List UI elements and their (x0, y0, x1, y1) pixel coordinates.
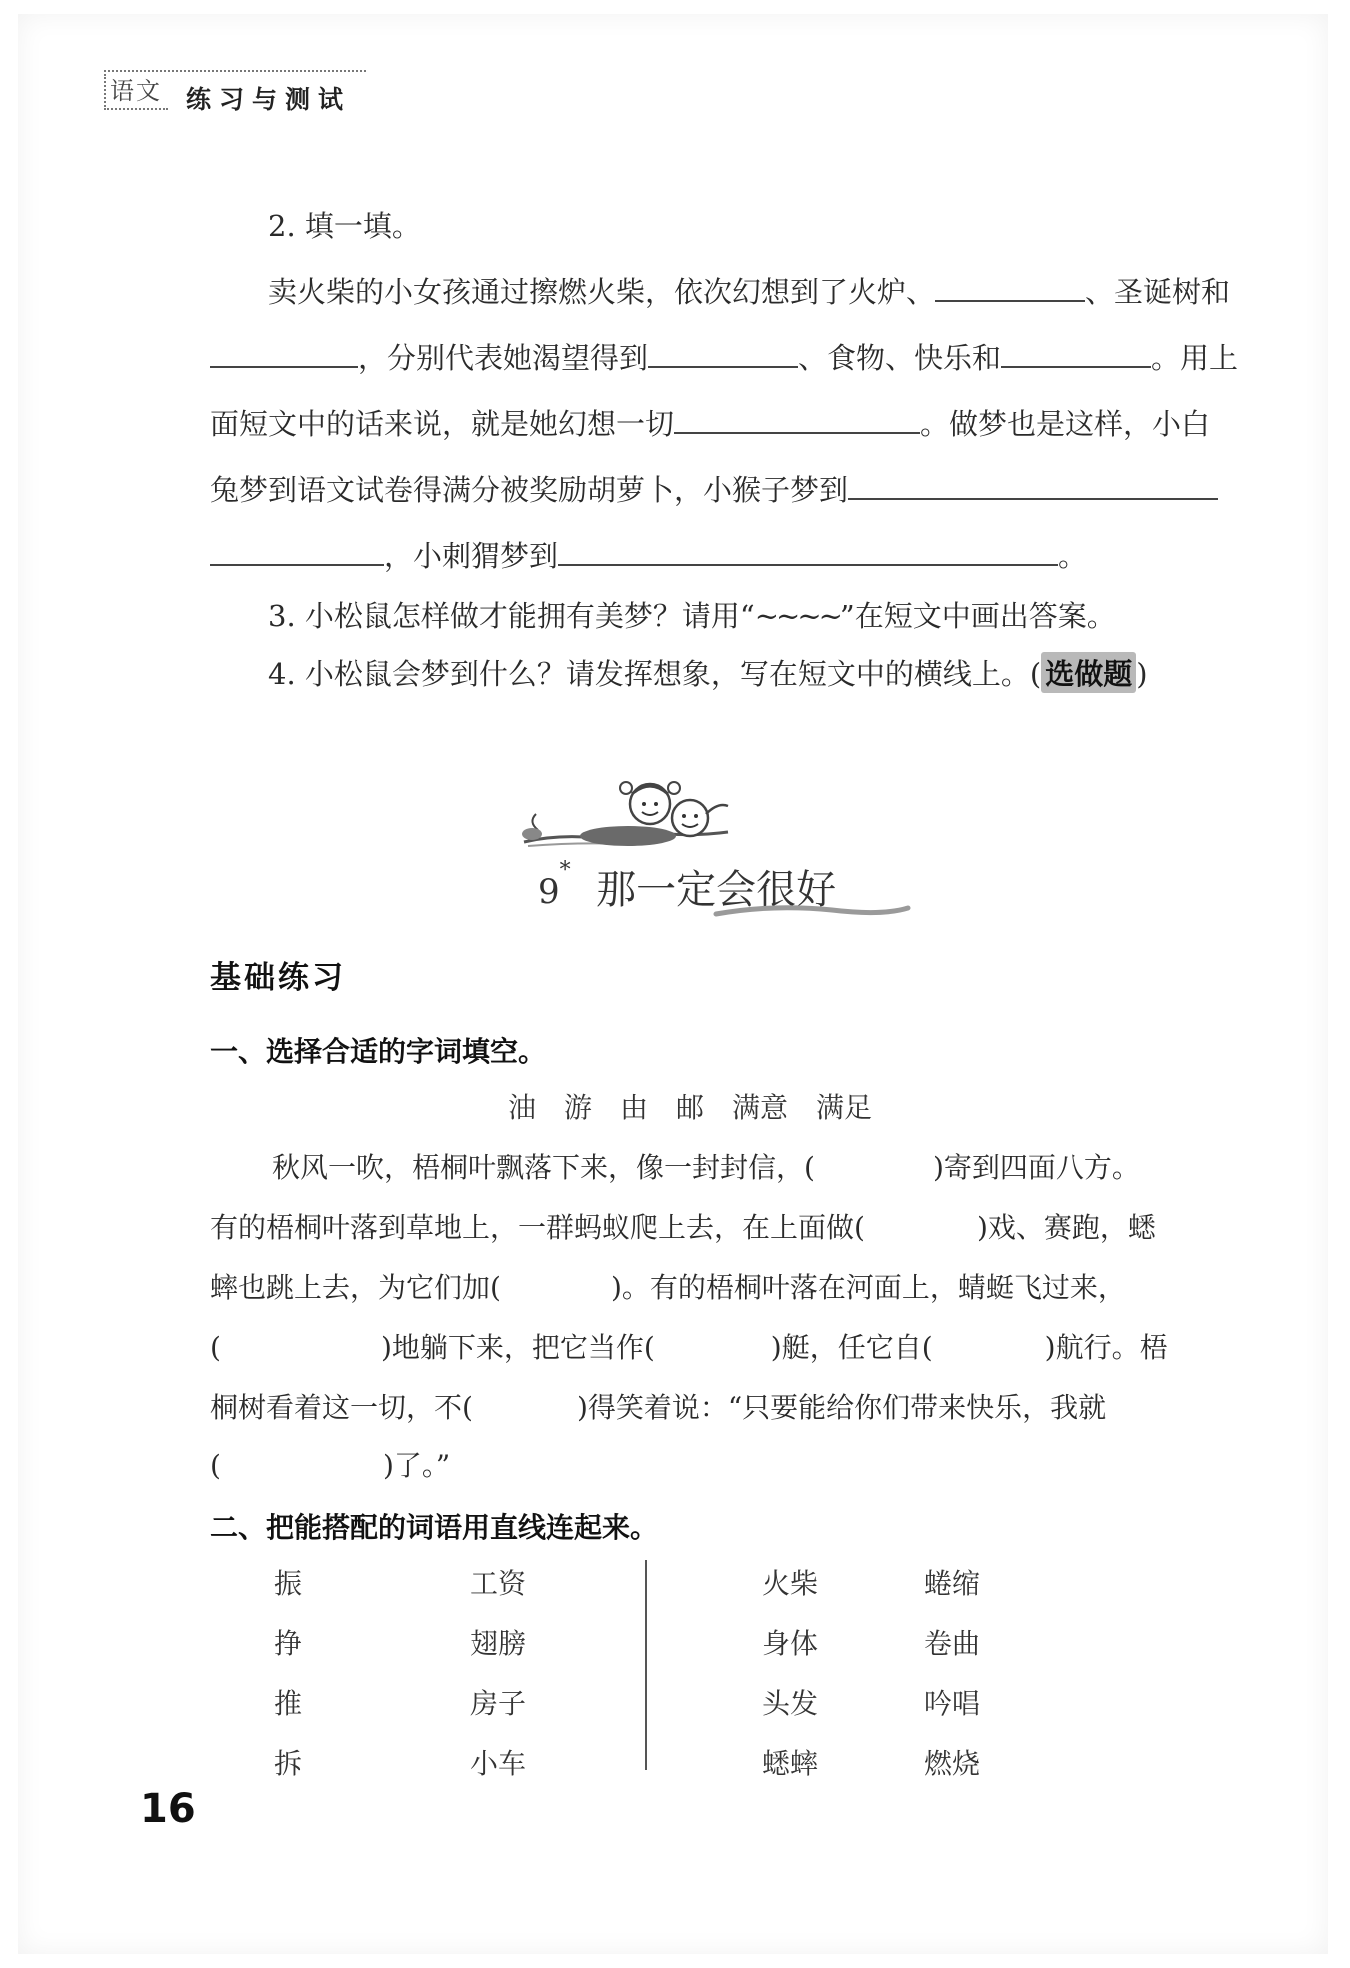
q2-text: ，分别代表她渴望得到 (358, 341, 649, 375)
part1-line-2 (210, 1206, 1156, 1246)
part1-line-4 (210, 1326, 1168, 1366)
q2-text: 卖火柴的小女孩通过擦燃火柴，依次幻想到了火炉、 (268, 275, 936, 309)
answer-blank[interactable] (210, 340, 358, 368)
part1-heading: 一、选择合适的字词填空。 (210, 1035, 547, 1068)
match-word[interactable]: 工资 (470, 1567, 527, 1600)
q2-line-2 (210, 336, 1238, 377)
answer-blank[interactable] (848, 472, 1218, 500)
q3-text: 3. 小松鼠怎样做才能拥有美梦？请用“ (268, 599, 755, 633)
match-word[interactable]: 燃烧 (924, 1747, 981, 1780)
part1-text: )航行。梧 (1044, 1331, 1168, 1364)
q3 (268, 594, 1116, 635)
answer-blank[interactable] (558, 538, 1058, 566)
match-word[interactable]: 房子 (470, 1687, 527, 1720)
q4 (268, 652, 1148, 693)
part1-line-1 (272, 1146, 1140, 1186)
q4-text: 4. 小松鼠会梦到什么？请发挥想象，写在短文中的横线上。( (268, 657, 1042, 691)
match-word[interactable]: 推 (274, 1687, 303, 1720)
match-word[interactable]: 挣 (274, 1627, 303, 1660)
part1-text: 蟀也跳上去，为它们加( (210, 1271, 501, 1304)
book-title: 练习与测试 (186, 85, 352, 114)
q2-text: 兔梦到语文试卷得满分被奖励胡萝卜，小猴子梦到 (210, 473, 849, 507)
match-word[interactable]: 翅膀 (470, 1627, 527, 1660)
match-word[interactable]: 小车 (470, 1747, 527, 1780)
part1-text: )艇，任它自( (770, 1331, 933, 1364)
column-divider (645, 1560, 647, 1770)
word-bank: 油 游 由 邮 满意 满足 (508, 1091, 873, 1124)
part1-line-5 (210, 1386, 1106, 1426)
title-swash-decoration (712, 900, 912, 924)
answer-blank[interactable] (935, 274, 1085, 302)
part1-text: )地躺下来，把它当作( (380, 1331, 655, 1364)
subject-badge: 语文 (104, 74, 168, 110)
match-word[interactable]: 身体 (762, 1627, 819, 1660)
part1-text: )。有的梧桐叶落在河面上，蜻蜓飞过来， (610, 1271, 1126, 1304)
part1-line-3 (210, 1266, 1126, 1306)
part1-text: )寄到四面八方。 (932, 1151, 1140, 1184)
part1-line-6 (210, 1444, 450, 1484)
answer-blank[interactable] (674, 406, 920, 434)
part2-heading: 二、把能搭配的词语用直线连起来。 (210, 1511, 659, 1544)
match-word[interactable]: 蜷缩 (924, 1567, 981, 1600)
wavy-line-symbol: ~~~~ (754, 599, 840, 633)
match-word[interactable]: 吟唱 (924, 1687, 981, 1720)
lesson-star: * (559, 858, 571, 883)
q2-line-5 (210, 534, 1087, 575)
q4-text: ) (1136, 657, 1148, 691)
page-number: 16 (140, 1786, 196, 1832)
part1-text: )得笑着说：“只要能给你们带来快乐，我就 (576, 1391, 1107, 1424)
part1-text: )了。” (382, 1449, 451, 1482)
match-word[interactable]: 振 (274, 1567, 303, 1600)
match-word[interactable]: 蟋蟀 (762, 1747, 819, 1780)
optional-badge: 选做题 (1041, 652, 1136, 693)
part1-text: ( (210, 1449, 221, 1482)
part1-text: )戏、赛跑，蟋 (976, 1211, 1156, 1244)
section-heading: 基础练习 (210, 960, 346, 996)
q2-text: 、圣诞树和 (1085, 275, 1231, 309)
q2-text: 、食物、快乐和 (798, 341, 1002, 375)
match-word[interactable]: 卷曲 (924, 1627, 981, 1660)
q2-line-1 (268, 270, 1230, 311)
answer-blank[interactable] (1001, 340, 1151, 368)
q2-line-4 (210, 468, 1218, 509)
lesson-number: 9 (538, 872, 560, 912)
lesson-title-text: 那一定会很好 (596, 867, 837, 913)
answer-blank[interactable] (210, 538, 384, 566)
q3-text: ”在短文中画出答案。 (839, 599, 1116, 633)
part1-text: 秋风一吹，梧桐叶飘落下来，像一封封信，( (272, 1151, 815, 1184)
q2-text: 。用上 (1151, 341, 1239, 375)
q2-heading: 2. 填一填。 (268, 209, 421, 243)
q2-text: 。 (1058, 539, 1088, 573)
q2-line-3 (210, 402, 1210, 443)
q2-text: 面短文中的话来说，就是她幻想一切 (210, 407, 675, 441)
part1-text: ( (210, 1331, 221, 1364)
answer-blank[interactable] (648, 340, 798, 368)
q2-text: 。做梦也是这样，小白 (920, 407, 1211, 441)
match-word[interactable]: 拆 (274, 1747, 303, 1780)
part1-text: 有的梧桐叶落到草地上，一群蚂蚁爬上去，在上面做( (210, 1211, 865, 1244)
match-word[interactable]: 火柴 (762, 1567, 819, 1600)
match-word[interactable]: 头发 (762, 1687, 819, 1720)
part1-text: 桐树看着这一切，不( (210, 1391, 473, 1424)
q2-text: ，小刺猬梦到 (384, 539, 559, 573)
